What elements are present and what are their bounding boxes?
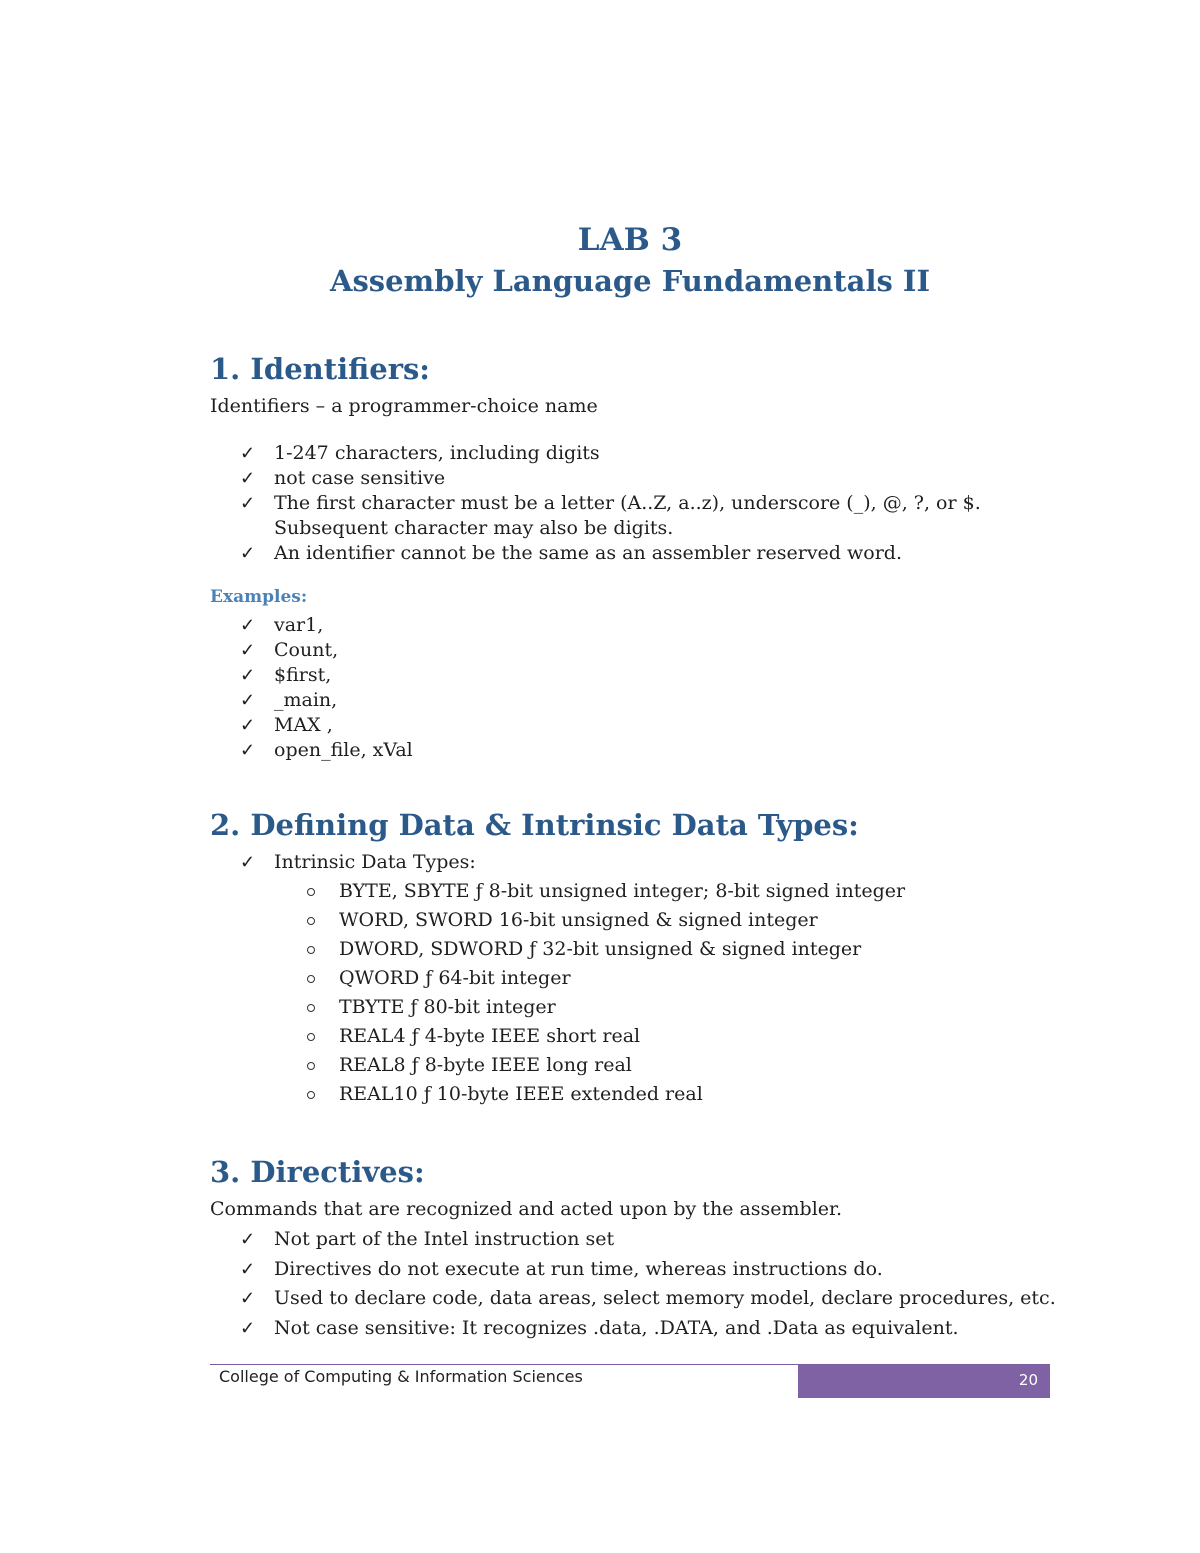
list-item: ✓ Not case sensitive: It recognizes .data, .DATA, and .Data as equivalent. (240, 1314, 1060, 1344)
examples-label: Examples: (210, 587, 308, 607)
checkmark-icon: ✓ (240, 665, 256, 686)
list-item: ✓ MAX , (240, 714, 333, 736)
checkmark-icon: ✓ (240, 690, 256, 711)
identifiers-intro: Identifiers – a programmer-choice name (210, 395, 598, 417)
checkmark-icon: ✓ (240, 468, 256, 489)
checkmark-icon: ✓ (240, 852, 256, 873)
checkmark-icon: ✓ (240, 1288, 256, 1309)
list-item: QWORD ƒ 64-bit integer (305, 964, 905, 993)
circle-bullet-icon (307, 1033, 315, 1041)
checkmark-icon: ✓ (240, 640, 256, 661)
list-item: ✓ open_file, xVal (240, 739, 413, 761)
intrinsic-types-list (305, 877, 905, 1109)
footer-college-name: College of Computing & Information Sciences (219, 1367, 583, 1386)
list-item: REAL4 ƒ 4-byte IEEE short real (305, 1022, 905, 1051)
list-item: ✓ Used to declare code, data areas, select memory model, declare procedures, etc. (240, 1284, 1060, 1314)
circle-bullet-icon (307, 888, 315, 896)
list-item: ✓ Intrinsic Data Types: (240, 851, 476, 873)
circle-bullet-icon (307, 1004, 315, 1012)
checkmark-icon: ✓ (240, 615, 256, 636)
section-heading-directives: 3. Directives: (210, 1155, 425, 1189)
section-heading-identifiers: 1. Identifiers: (210, 352, 431, 386)
examples-list (240, 613, 413, 763)
checkmark-icon: ✓ (240, 715, 256, 736)
directives-intro: Commands that are recognized and acted upon by the assembler. (210, 1198, 843, 1220)
lab-title: LAB 3 (577, 222, 683, 258)
identifiers-rules-list (240, 441, 1060, 566)
page-number: 20 (1018, 1371, 1038, 1389)
list-item: ✓ Not part of the Intel instruction set (240, 1225, 1060, 1255)
circle-bullet-icon (307, 917, 315, 925)
page-number-box (798, 1365, 1050, 1398)
data-types-list (240, 850, 476, 875)
checkmark-icon: ✓ (240, 1258, 256, 1280)
circle-bullet-icon (307, 1091, 315, 1099)
list-item: REAL10 ƒ 10-byte IEEE extended real (305, 1080, 905, 1109)
list-item: WORD, SWORD 16-bit unsigned & signed integer (305, 906, 905, 935)
circle-bullet-icon (307, 946, 315, 954)
checkmark-icon: ✓ (240, 543, 256, 564)
list-item: ✓ The first character must be a letter (A..Z, a..z), underscore (_), @, ?, or $. Subsequent character may also be digits. (240, 492, 981, 539)
checkmark-icon: ✓ (240, 443, 256, 464)
checkmark-icon: ✓ (240, 740, 256, 761)
list-item: ✓ An identifier cannot be the same as an assembler reserved word. (240, 542, 902, 564)
circle-bullet-icon (307, 975, 315, 983)
checkmark-icon: ✓ (240, 1229, 256, 1250)
checkmark-icon: ✓ (240, 1317, 256, 1339)
list-item: ✓ _main, (240, 689, 338, 711)
list-item: DWORD, SDWORD ƒ 32-bit unsigned & signed integer (305, 935, 905, 964)
list-item: REAL8 ƒ 8-byte IEEE long real (305, 1051, 905, 1080)
list-item: BYTE, SBYTE ƒ 8-bit unsigned integer; 8-bit signed integer (305, 877, 905, 906)
list-item: TBYTE ƒ 80-bit integer (305, 993, 905, 1022)
list-item: ✓ Count, (240, 639, 339, 661)
section-heading-data-types: 2. Defining Data & Intrinsic Data Types: (210, 808, 859, 842)
circle-bullet-icon (307, 1062, 315, 1070)
list-item: ✓ 1-247 characters, including digits (240, 442, 600, 464)
checkmark-icon: ✓ (240, 493, 256, 514)
list-item: ✓ $first, (240, 664, 332, 686)
list-item: ✓ not case sensitive (240, 467, 446, 489)
directives-list (240, 1225, 1060, 1343)
list-item: ✓ var1, (240, 614, 324, 636)
lab-subtitle: Assembly Language Fundamentals II (329, 264, 931, 298)
list-item: ✓ Directives do not execute at run time, whereas instructions do. (240, 1255, 1060, 1285)
